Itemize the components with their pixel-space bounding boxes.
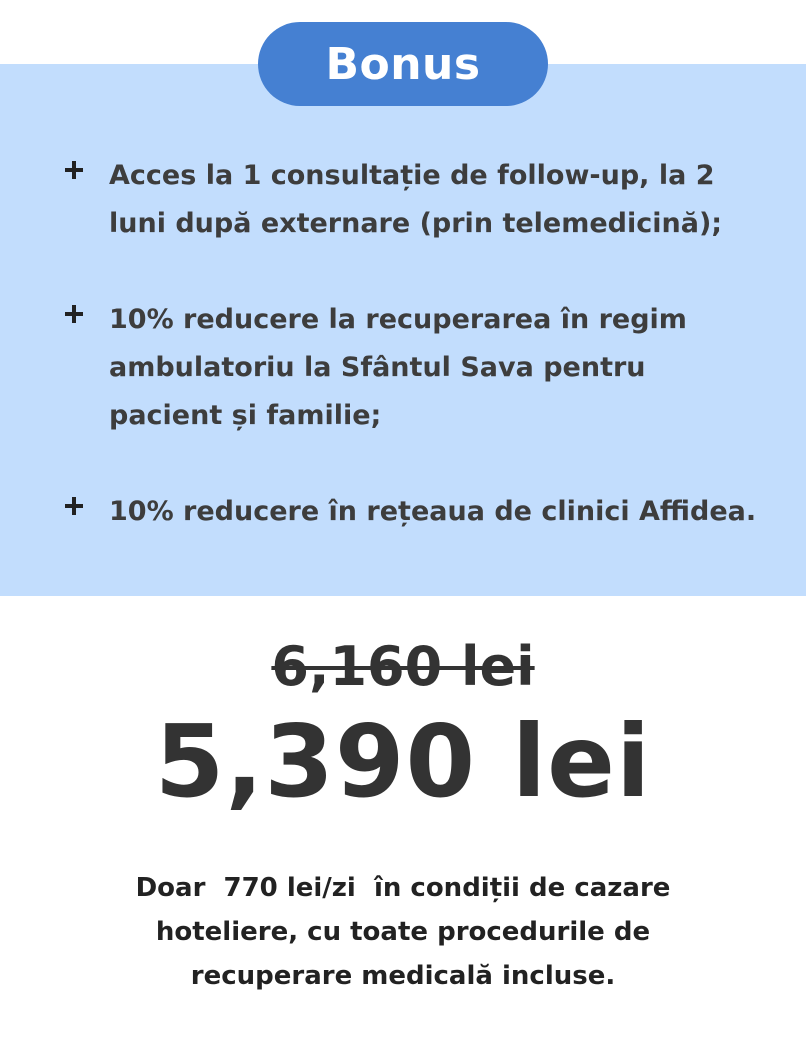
benefit-text [109, 488, 756, 536]
summary-line-3: recuperare medicală incluse. [190, 961, 616, 991]
benefit-line: 10% reducere la recuperarea în regim [109, 304, 687, 335]
benefit-line: pacient și familie; [109, 400, 382, 431]
benefit-item-affidea-discount [60, 488, 760, 536]
plus-icon [60, 156, 88, 184]
summary-line-1 [80, 866, 726, 910]
benefit-item-recovery-discount [60, 296, 760, 440]
benefit-text [109, 152, 722, 248]
summary-line-2: hoteliere, cu toate procedurile de [155, 917, 651, 947]
daily-price: 770 lei/zi [223, 873, 356, 903]
new-price-value: 5,390 lei [154, 703, 652, 820]
plus-icon [60, 300, 88, 328]
summary-line-1-rest: în condiții de cazare [373, 873, 671, 903]
new-price [0, 704, 806, 820]
bonus-label [258, 22, 548, 106]
plus-icon [60, 492, 88, 520]
benefit-line: 10% reducere în rețeaua de clinici Affidea. [109, 496, 757, 527]
benefit-text [109, 296, 687, 440]
price-summary [80, 866, 726, 998]
old-price-value: 6,160 lei [271, 635, 535, 698]
benefit-line: Acces la 1 consultație de follow-up, la 2 [109, 160, 715, 191]
bonus-label-text: Bonus [325, 38, 481, 90]
summary-prefix: Doar [135, 873, 206, 903]
benefit-item-follow-up [60, 152, 760, 248]
benefit-line: luni după externare (prin telemedicină); [109, 208, 723, 239]
old-price [0, 636, 806, 698]
benefit-line: ambulatoriu la Sfântul Sava pentru [109, 352, 646, 383]
